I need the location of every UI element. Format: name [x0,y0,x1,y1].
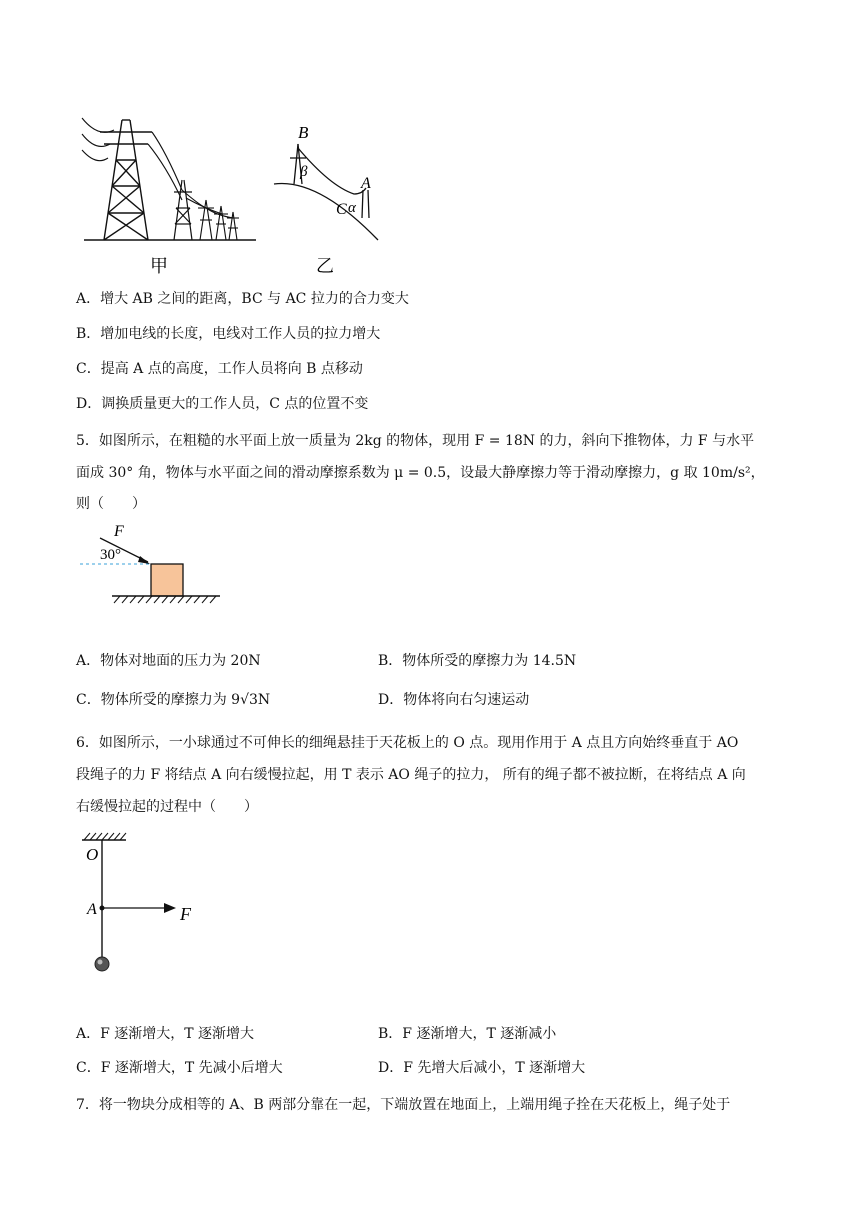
q5-option-a: A．物体对地面的压力为 20N [76,653,261,669]
q4-option-d: D．调换质量更大的工作人员，C 点的位置不变 [76,396,369,412]
tower-figure [78,108,398,278]
label-beta: β [300,164,308,180]
q5-figure [78,524,228,606]
q6-fig-F: F [180,904,191,924]
q5-option-b: B．物体所受的摩擦力为 14.5N [378,653,577,669]
q5-fig-F: F [114,524,124,540]
label-alpha: α [348,200,356,216]
q5-option-d: D．物体将向右匀速运动 [378,692,530,708]
q5-option-c: C．物体所受的摩擦力为 9√3N [76,692,271,708]
q6-figure [80,832,210,982]
q6-option-d: D．F 先增大后减小，T 逐渐增大 [378,1060,586,1076]
big-tower [100,120,152,240]
q6-stem-line3: 右缓慢拉起的过程中（ ） [76,799,258,815]
q5-fig-angle: 30° [100,547,121,563]
q7-stem-line1: 7．将一物块分成相等的 A、B 两部分靠在一起，下端放置在地面上，上端用绳子拴在天花板上，绳子处于 [76,1097,731,1113]
q5-stem-line2: 面成 30° 角，物体与水平面之间的滑动摩擦系数为 μ = 0.5，设最大静摩擦力等于滑动摩擦力，g 取 10m/s²， [76,465,765,481]
q6-fig-A: A [87,901,97,918]
q6-fig-O: O [86,845,99,864]
q4-option-b: B．增加电线的长度，电线对工作人员的拉力增大 [76,326,381,342]
label-yi: 乙 [316,256,334,277]
q5-stem-line3: 则（ ） [76,496,146,512]
q4-option-a: A．增大 AB 之间的距离，BC 与 AC 拉力的合力变大 [76,291,409,307]
label-C: C [336,201,347,218]
q6-option-c: C．F 逐渐增大，T 先减小后增大 [76,1060,283,1076]
label-jia: 甲 [150,256,168,277]
q6-option-a: A．F 逐渐增大，T 逐渐增大 [76,1026,255,1042]
q6-stem-line1: 6．如图所示，一小球通过不可伸长的细绳悬挂于天花板上的 O 点。现用作用于 A 点且方向始终垂直于 AO [76,735,739,751]
q6-option-b: B．F 逐渐增大，T 逐渐减小 [378,1026,557,1042]
q6-stem-line2: 段绳子的力 F 将结点 A 向右缓慢拉起，用 T 表示 AO 绳子的拉力， 所有的绳子都不被拉断，在将结点 A 向 [76,767,746,783]
q4-option-c: C．提高 A 点的高度，工作人员将向 B 点移动 [76,361,363,377]
label-B: B [298,123,309,142]
q5-stem-line1: 5．如图所示，在粗糙的水平面上放一质量为 2kg 的物体，现用 F = 18N 的力，斜向下推物体，力 F 与水平 [76,433,755,449]
label-A: A [361,175,371,192]
